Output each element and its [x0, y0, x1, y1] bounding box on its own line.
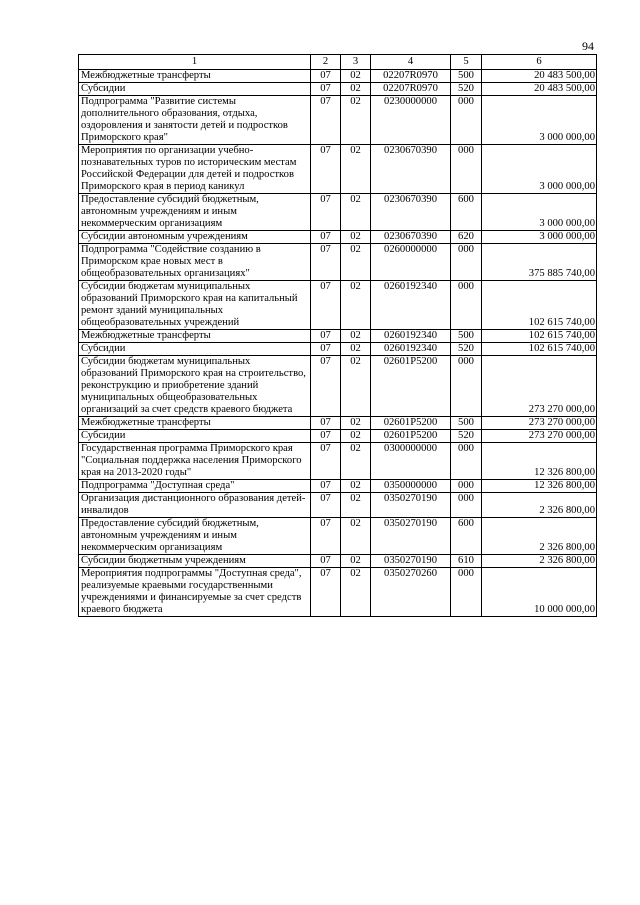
target-item-code-cell: 0300000000 [371, 443, 451, 480]
target-item-code-cell: 02207R0970 [371, 70, 451, 83]
table-row [79, 343, 597, 356]
expense-type-code-cell: 600 [451, 194, 482, 231]
expense-type-code-cell: 000 [451, 493, 482, 518]
expense-name-cell: Субсидии [79, 83, 311, 96]
amount-cell: 20 483 500,00 [482, 70, 597, 83]
header-cell: 2 [311, 55, 341, 70]
expense-type-code-cell: 000 [451, 480, 482, 493]
budget-table [78, 54, 597, 617]
target-item-code-cell: 0230670390 [371, 231, 451, 244]
table-row [79, 480, 597, 493]
section-code-cell: 07 [311, 96, 341, 145]
table-header-row [79, 55, 597, 70]
subsection-code-cell: 02 [341, 330, 371, 343]
target-item-code-cell: 02601P5200 [371, 417, 451, 430]
target-item-code-cell: 0350270190 [371, 493, 451, 518]
table-row [79, 417, 597, 430]
section-code-cell: 07 [311, 568, 341, 617]
subsection-code-cell: 02 [341, 194, 371, 231]
expense-name-cell: Межбюджетные трансферты [79, 330, 311, 343]
section-code-cell: 07 [311, 244, 341, 281]
expense-type-code-cell: 000 [451, 96, 482, 145]
amount-cell: 12 326 800,00 [482, 443, 597, 480]
expense-name-cell: Межбюджетные трансферты [79, 417, 311, 430]
expense-type-code-cell: 620 [451, 231, 482, 244]
expense-type-code-cell: 610 [451, 555, 482, 568]
section-code-cell: 07 [311, 83, 341, 96]
table-row [79, 568, 597, 617]
expense-name-cell: Субсидии бюджетам муниципальных образований Приморского края на капитальный ремонт зданий муниципальных общеобразовательных учреждений [79, 281, 311, 330]
expense-name-cell: Подпрограмма "Развитие системы дополнительного образования, отдыха, оздоровления и занятости детей и подростков Приморского края" [79, 96, 311, 145]
amount-cell: 2 326 800,00 [482, 518, 597, 555]
subsection-code-cell: 02 [341, 231, 371, 244]
table-row [79, 330, 597, 343]
amount-cell: 12 326 800,00 [482, 480, 597, 493]
table-row [79, 430, 597, 443]
table-row [79, 145, 597, 194]
subsection-code-cell: 02 [341, 96, 371, 145]
amount-cell: 20 483 500,00 [482, 83, 597, 96]
subsection-code-cell: 02 [341, 70, 371, 83]
table-row [79, 231, 597, 244]
section-code-cell: 07 [311, 70, 341, 83]
table-row [79, 83, 597, 96]
expense-type-code-cell: 000 [451, 443, 482, 480]
subsection-code-cell: 02 [341, 343, 371, 356]
expense-type-code-cell: 000 [451, 568, 482, 617]
amount-cell: 102 615 740,00 [482, 330, 597, 343]
expense-type-code-cell: 000 [451, 281, 482, 330]
section-code-cell: 07 [311, 343, 341, 356]
table-row [79, 518, 597, 555]
subsection-code-cell: 02 [341, 356, 371, 417]
expense-type-code-cell: 500 [451, 70, 482, 83]
table-row [79, 493, 597, 518]
target-item-code-cell: 0350270190 [371, 518, 451, 555]
expense-name-cell: Субсидии бюджетным учреждениям [79, 555, 311, 568]
header-cell: 1 [79, 55, 311, 70]
amount-cell: 375 885 740,00 [482, 244, 597, 281]
target-item-code-cell: 0230000000 [371, 96, 451, 145]
expense-type-code-cell: 520 [451, 430, 482, 443]
subsection-code-cell: 02 [341, 281, 371, 330]
amount-cell: 273 270 000,00 [482, 356, 597, 417]
table-row [79, 281, 597, 330]
amount-cell: 3 000 000,00 [482, 96, 597, 145]
subsection-code-cell: 02 [341, 83, 371, 96]
table-row [79, 96, 597, 145]
section-code-cell: 07 [311, 417, 341, 430]
header-cell: 4 [371, 55, 451, 70]
section-code-cell: 07 [311, 231, 341, 244]
subsection-code-cell: 02 [341, 443, 371, 480]
subsection-code-cell: 02 [341, 555, 371, 568]
expense-name-cell: Мероприятия по организации учебно-познавательных туров по историческим местам Российской Федерации для детей и подростков Приморского края в период каникул [79, 145, 311, 194]
expense-name-cell: Субсидии бюджетам муниципальных образований Приморского края на строительство, реконструкцию и приобретение зданий муниципальных общеобразовательных организаций за счет средств краевого бюджета [79, 356, 311, 417]
subsection-code-cell: 02 [341, 244, 371, 281]
table-row [79, 356, 597, 417]
target-item-code-cell: 02601P5200 [371, 356, 451, 417]
expense-name-cell: Межбюджетные трансферты [79, 70, 311, 83]
subsection-code-cell: 02 [341, 480, 371, 493]
expense-name-cell: Субсидии автономным учреждениям [79, 231, 311, 244]
amount-cell: 3 000 000,00 [482, 194, 597, 231]
amount-cell: 3 000 000,00 [482, 145, 597, 194]
table-row [79, 555, 597, 568]
page-number: 94 [582, 39, 594, 53]
target-item-code-cell: 0350270260 [371, 568, 451, 617]
target-item-code-cell: 0230670390 [371, 145, 451, 194]
amount-cell: 2 326 800,00 [482, 555, 597, 568]
section-code-cell: 07 [311, 356, 341, 417]
header-cell: 5 [451, 55, 482, 70]
section-code-cell: 07 [311, 281, 341, 330]
expense-name-cell: Субсидии [79, 430, 311, 443]
expense-name-cell: Подпрограмма "Доступная среда" [79, 480, 311, 493]
expense-name-cell: Мероприятия подпрограммы "Доступная среда", реализуемые краевыми государственными учреждениями и финансируемые за счет средств краевого бюджета [79, 568, 311, 617]
amount-cell: 10 000 000,00 [482, 568, 597, 617]
expense-name-cell: Организация дистанционного образования детей-инвалидов [79, 493, 311, 518]
target-item-code-cell: 0260192340 [371, 343, 451, 356]
section-code-cell: 07 [311, 555, 341, 568]
expense-type-code-cell: 520 [451, 343, 482, 356]
section-code-cell: 07 [311, 443, 341, 480]
expense-name-cell: Государственная программа Приморского края "Социальная поддержка населения Приморского края на 2013-2020 годы" [79, 443, 311, 480]
subsection-code-cell: 02 [341, 568, 371, 617]
target-item-code-cell: 0260192340 [371, 281, 451, 330]
target-item-code-cell: 0350270190 [371, 555, 451, 568]
subsection-code-cell: 02 [341, 430, 371, 443]
target-item-code-cell: 02601P5200 [371, 430, 451, 443]
amount-cell: 2 326 800,00 [482, 493, 597, 518]
amount-cell: 273 270 000,00 [482, 417, 597, 430]
subsection-code-cell: 02 [341, 518, 371, 555]
expense-name-cell: Предоставление субсидий бюджетным, автономным учреждениям и иным некоммерческим организациям [79, 194, 311, 231]
target-item-code-cell: 0230670390 [371, 194, 451, 231]
table-row [79, 443, 597, 480]
header-cell: 3 [341, 55, 371, 70]
expense-name-cell: Подпрограмма "Содействие созданию в Приморском крае новых мест в общеобразовательных организациях" [79, 244, 311, 281]
target-item-code-cell: 0350000000 [371, 480, 451, 493]
target-item-code-cell: 0260192340 [371, 330, 451, 343]
target-item-code-cell: 0260000000 [371, 244, 451, 281]
table-row [79, 244, 597, 281]
amount-cell: 102 615 740,00 [482, 343, 597, 356]
section-code-cell: 07 [311, 518, 341, 555]
expense-type-code-cell: 600 [451, 518, 482, 555]
expense-name-cell: Предоставление субсидий бюджетным, автономным учреждениям и иным некоммерческим организациям [79, 518, 311, 555]
target-item-code-cell: 02207R0970 [371, 83, 451, 96]
amount-cell: 273 270 000,00 [482, 430, 597, 443]
header-cell: 6 [482, 55, 597, 70]
expense-type-code-cell: 500 [451, 330, 482, 343]
table-row [79, 194, 597, 231]
section-code-cell: 07 [311, 480, 341, 493]
expense-type-code-cell: 000 [451, 244, 482, 281]
section-code-cell: 07 [311, 430, 341, 443]
subsection-code-cell: 02 [341, 145, 371, 194]
table-row [79, 70, 597, 83]
section-code-cell: 07 [311, 493, 341, 518]
section-code-cell: 07 [311, 194, 341, 231]
section-code-cell: 07 [311, 145, 341, 194]
section-code-cell: 07 [311, 330, 341, 343]
expense-type-code-cell: 500 [451, 417, 482, 430]
expense-type-code-cell: 000 [451, 145, 482, 194]
expense-type-code-cell: 520 [451, 83, 482, 96]
amount-cell: 102 615 740,00 [482, 281, 597, 330]
expense-type-code-cell: 000 [451, 356, 482, 417]
subsection-code-cell: 02 [341, 493, 371, 518]
expense-name-cell: Субсидии [79, 343, 311, 356]
amount-cell: 3 000 000,00 [482, 231, 597, 244]
subsection-code-cell: 02 [341, 417, 371, 430]
